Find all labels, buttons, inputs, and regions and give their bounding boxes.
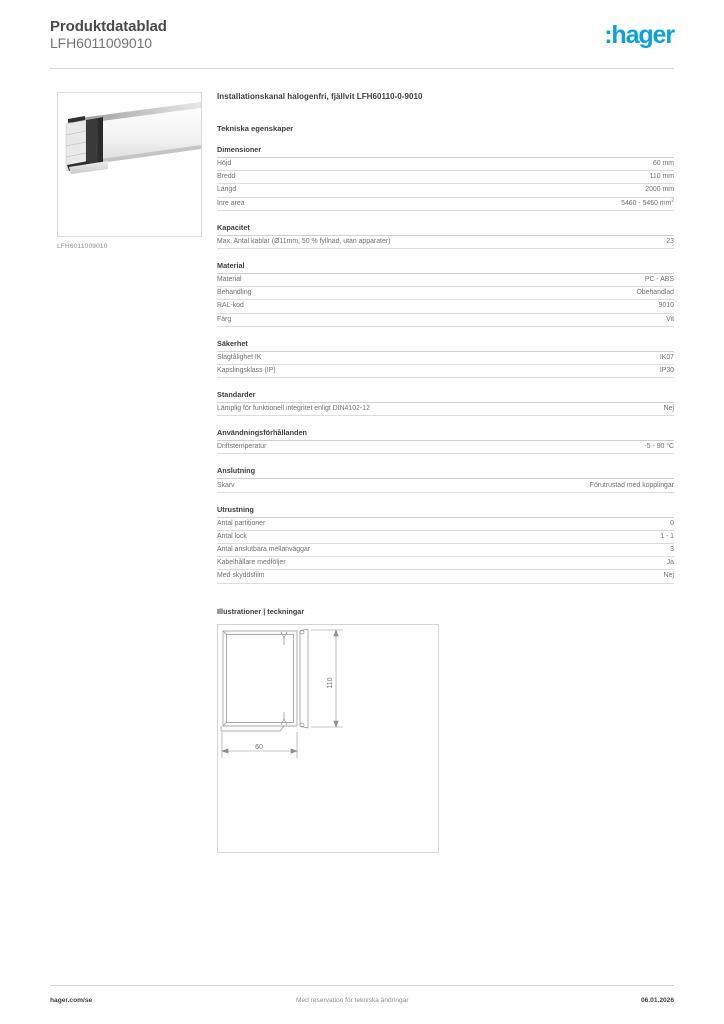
spec-value: 2000 mm [446, 184, 675, 197]
table-row [217, 479, 674, 492]
spec-label: Höjd [217, 158, 446, 171]
spec-groups [217, 145, 674, 584]
spec-value: Vit [446, 313, 675, 326]
spec-label: Skarv [217, 479, 446, 492]
spec-group-title: Kapacitet [217, 223, 674, 236]
spec-group-title: Säkerhet [217, 339, 674, 352]
table-row [217, 287, 674, 300]
spec-table [217, 236, 674, 249]
dimension-width-label: 60 [255, 743, 263, 751]
spec-group-title: Anslutning [217, 466, 674, 479]
table-row [217, 300, 674, 313]
footer-date: 06.01.2026 [640, 997, 674, 1004]
spec-value: PC - ABS [446, 274, 675, 287]
spec-value: Nej [446, 570, 675, 583]
table-row [217, 352, 674, 365]
spec-value: Förutrustad med kopplingar [446, 479, 675, 492]
spec-group [217, 261, 674, 327]
spec-value: 3 [446, 544, 675, 557]
spec-label: RAL-kod [217, 300, 446, 313]
spec-label: Behandling [217, 287, 446, 300]
spec-table [217, 441, 674, 454]
spec-label: Med skyddsfilm [217, 570, 446, 583]
illustrations-heading: Illustrationer | teckningar [217, 606, 305, 616]
table-row [217, 274, 674, 287]
spec-label: Kapslingsklass (IP) [217, 364, 446, 377]
table-row [217, 313, 674, 326]
spec-value: 23 [446, 236, 675, 249]
spec-value: IK07 [446, 352, 675, 365]
table-row [217, 197, 674, 210]
table-row [217, 171, 674, 184]
spec-group [217, 390, 674, 416]
spec-label: Längd [217, 184, 446, 197]
footer-website[interactable]: hager.com/se [50, 997, 93, 1004]
spec-label: Driftstemperatur [217, 441, 446, 454]
spec-group-title: Dimensioner [217, 145, 674, 158]
spec-value: 110 mm [446, 171, 675, 184]
table-row [217, 557, 674, 570]
spec-group-title: Material [217, 261, 674, 274]
spec-value: Nej [446, 403, 675, 416]
table-row [217, 364, 674, 377]
footer-disclaimer: Med reservation för tekniska ändringar [296, 997, 409, 1004]
spec-table [217, 403, 674, 416]
table-row [217, 184, 674, 197]
table-row [217, 441, 674, 454]
spec-value-superscript: 2 [671, 198, 674, 204]
footer-divider [50, 985, 674, 986]
spec-value: Obehandlad [446, 287, 675, 300]
spec-value: 0 [446, 518, 675, 531]
table-row [217, 544, 674, 557]
spec-label: Inre area [217, 197, 446, 210]
spec-label: Slagtålighet IK [217, 352, 446, 365]
spec-group [217, 145, 674, 211]
spec-value: 9010 [446, 300, 675, 313]
spec-value: Ja [446, 557, 675, 570]
technical-drawing [217, 624, 439, 853]
table-row [217, 570, 674, 583]
page-title: Produktdatablad [50, 18, 167, 35]
product-photo-graphic [58, 93, 201, 236]
spec-value: IP30 [446, 364, 675, 377]
product-reference: LFH6011009010 [50, 35, 152, 51]
table-row [217, 518, 674, 531]
spec-label: Material [217, 274, 446, 287]
spec-label: Kabelhållare medföljer [217, 557, 446, 570]
product-image-caption: LFH6011009010 [57, 243, 108, 250]
technical-properties-heading: Tekniska egenskaper [217, 124, 294, 133]
table-row [217, 158, 674, 171]
spec-group [217, 466, 674, 492]
spec-group [217, 428, 674, 454]
table-row [217, 530, 674, 543]
spec-value-text: 5460 - 5460 mm [621, 199, 672, 207]
spec-label: Bredd [217, 171, 446, 184]
spec-table [217, 518, 674, 584]
table-row [217, 236, 674, 249]
spec-value: 1 - 1 [446, 530, 675, 543]
spec-group [217, 505, 674, 584]
spec-label: Antal lock [217, 530, 446, 543]
product-name: Installationskanal halogenfri, fjällvit LFH60110-0-9010 [217, 92, 423, 101]
spec-group-title: Utrustning [217, 505, 674, 518]
spec-group-title: Standarder [217, 390, 674, 403]
page-footer [50, 997, 674, 1009]
spec-label: Max. Antal kablar (Ø11mm, 50 % fyllnad, utan apparater) [217, 236, 446, 249]
spec-value [446, 197, 675, 210]
spec-group-title: Användningsförhållanden [217, 428, 674, 441]
spec-label: Lämplig för funktionell integritet enligt DIN4102-12 [217, 403, 446, 416]
spec-value: -5 - 90 °C [446, 441, 675, 454]
spec-value: 60 mm [446, 158, 675, 171]
table-row [217, 403, 674, 416]
hager-logo: :hager [604, 21, 674, 49]
spec-table [217, 352, 674, 378]
spec-table [217, 158, 674, 211]
spec-group [217, 339, 674, 378]
spec-label: Antal anslutbara mellanväggar [217, 544, 446, 557]
spec-group [217, 223, 674, 249]
dimension-height-label: 110 [327, 676, 334, 689]
product-image [57, 92, 202, 237]
spec-table [217, 274, 674, 327]
spec-label: Färg [217, 313, 446, 326]
spec-table [217, 479, 674, 492]
spec-label: Antal partitioner [217, 518, 446, 531]
page-header [50, 18, 674, 68]
main-content [217, 92, 674, 853]
cross-section-drawing [218, 625, 438, 852]
header-divider [50, 68, 674, 69]
